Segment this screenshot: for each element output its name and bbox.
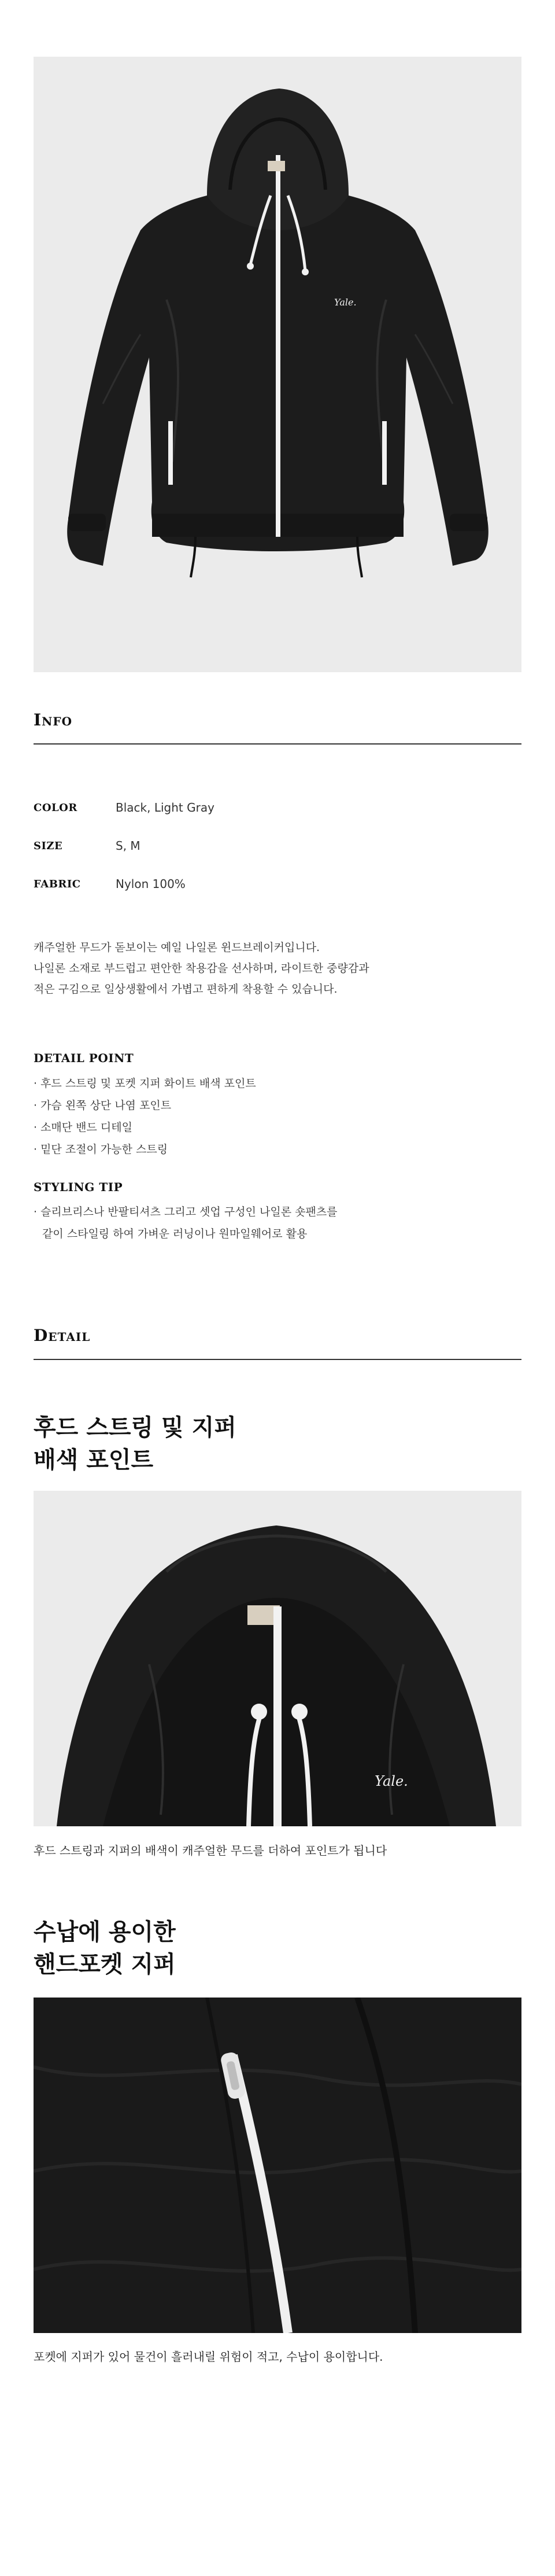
info-value-color: Black, Light Gray (116, 801, 214, 815)
list-item: · 가슴 왼쪽 상단 나염 포인트 (34, 1099, 172, 1112)
pocket-zipper-illustration (34, 1998, 521, 2333)
product-main-photo (34, 57, 521, 672)
product-description (34, 937, 525, 1000)
detail-photo-hood (34, 1491, 521, 1826)
jacket-illustration (34, 57, 521, 672)
info-key-color: COLOR (34, 802, 77, 814)
detail-point-title: DETAIL POINT (34, 1051, 134, 1065)
detail-section-title: Detail (34, 1326, 91, 1345)
list-item: · 후드 스트링 및 포켓 지퍼 화이트 배색 포인트 (34, 1077, 256, 1090)
hood-closeup-illustration (34, 1491, 521, 1826)
info-value-size: S, M (116, 839, 140, 853)
svg-text:Yale.: Yale. (375, 1773, 408, 1789)
detail-point-list (34, 1073, 256, 1160)
logo-text: Yale. (334, 297, 357, 308)
detail-caption-hood: 후드 스트링과 지퍼의 배색이 캐주얼한 무드를 더하여 포인트가 됩니다 (34, 1844, 387, 1858)
list-item: · 밑단 조절이 가능한 스트링 (34, 1143, 168, 1156)
styling-tip-line: · 슬리브리스나 반팔티셔츠 그리고 셋업 구성인 나일론 숏팬츠를 (34, 1206, 338, 1218)
description-line: 나일론 소재로 부드럽고 편안한 착용감을 선사하며, 라이트한 중량감과 (34, 962, 369, 975)
detail-photo-pocket (34, 1998, 521, 2333)
description-line: 캐주얼한 무드가 돋보이는 예일 나일론 윈드브레이커입니다. (34, 941, 320, 954)
info-section-title: Info (34, 710, 72, 729)
detail-heading-pocket: 수납에 용이한 핸드포켓 지퍼 (34, 1919, 176, 1978)
detail-caption-pocket: 포켓에 지퍼가 있어 물건이 흘러내릴 위험이 적고, 수납이 용이합니다. (34, 2350, 383, 2364)
description-line: 적은 구김으로 일상생활에서 가볍고 편하게 착용할 수 있습니다. (34, 983, 338, 996)
list-item: · 소매단 밴드 디테일 (34, 1121, 132, 1134)
info-divider (34, 743, 521, 745)
detail-heading-hood: 후드 스트링 및 지퍼 배색 포인트 (34, 1414, 236, 1473)
info-value-fabric: Nylon 100% (116, 877, 186, 891)
styling-tip-line: 같이 스타일링 하여 가벼운 러닝이나 원마일웨어로 활용 (42, 1228, 308, 1240)
info-key-fabric: FABRIC (34, 878, 81, 890)
info-key-size: SIZE (34, 840, 63, 852)
detail-divider (34, 1359, 521, 1360)
styling-tip-title: STYLING TIP (34, 1180, 123, 1194)
